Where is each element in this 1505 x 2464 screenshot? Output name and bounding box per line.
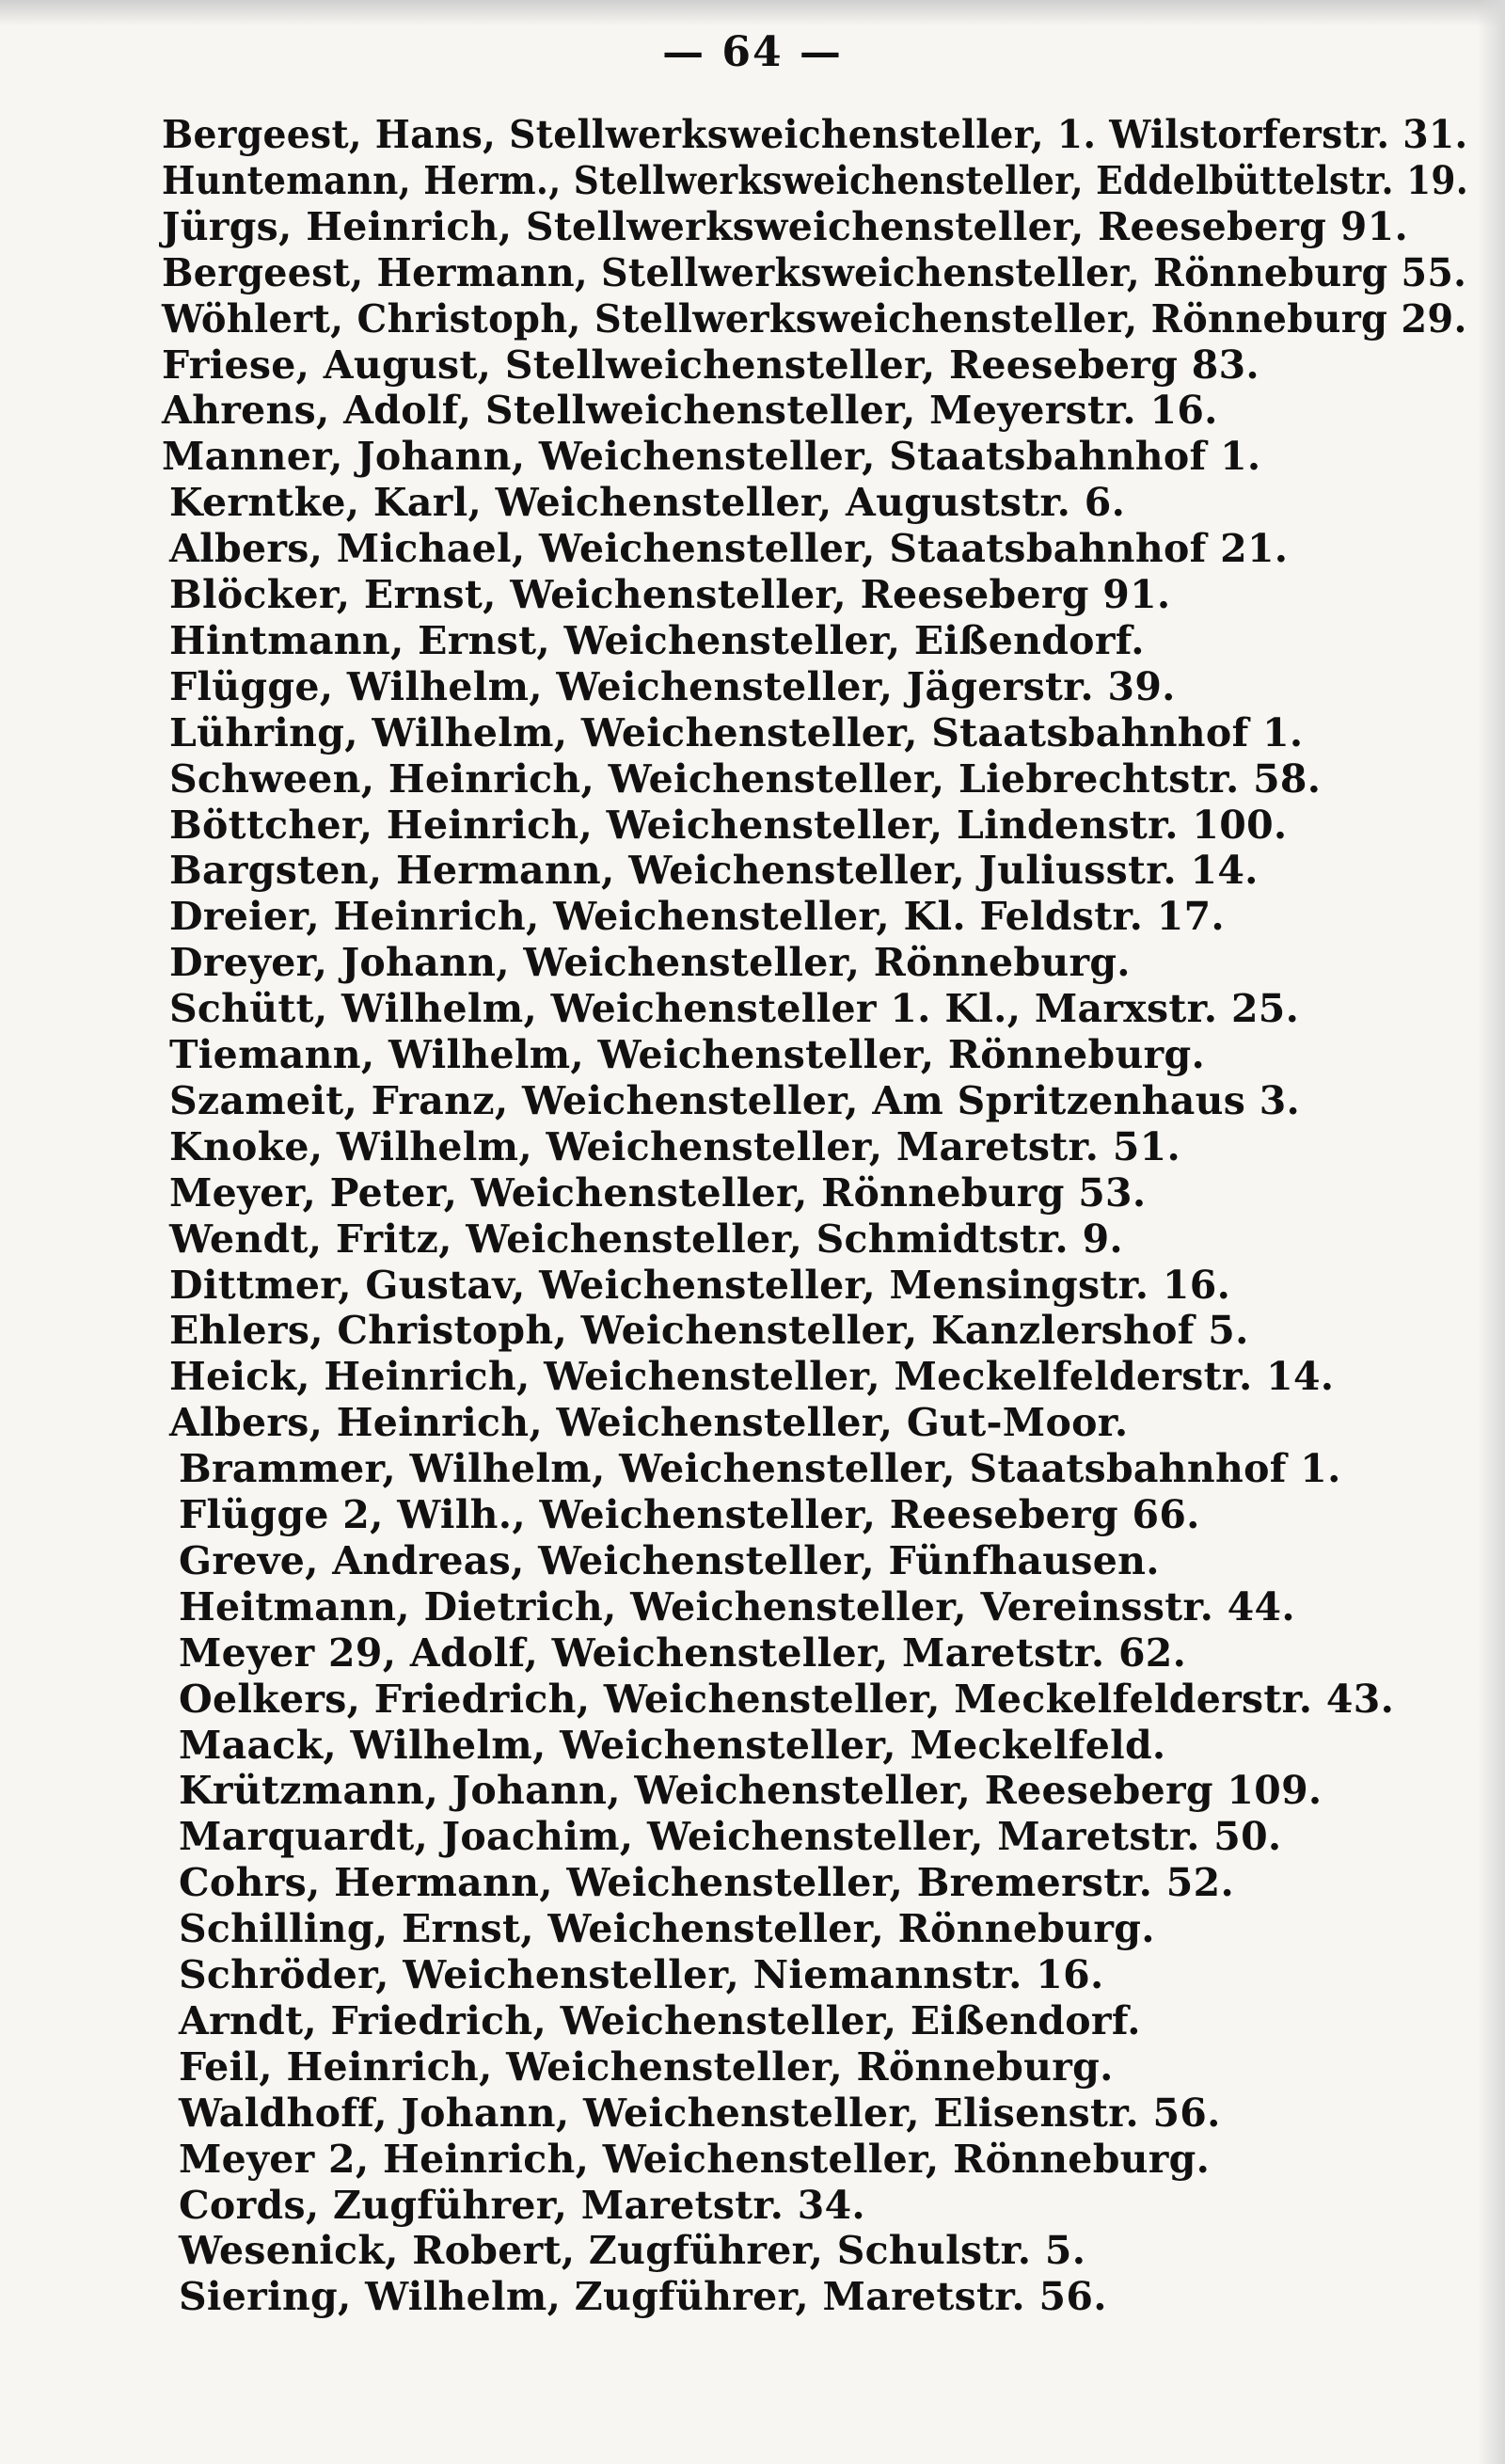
directory-entry: Feil, Heinrich, Weichensteller, Rönneburg. [179, 2044, 1114, 2090]
directory-entry: Wöhlert, Christoph, Stellwerksweichensteller, Rönneburg 29. [162, 296, 1467, 342]
directory-entry: Flügge, Wilhelm, Weichensteller, Jägerstr. 39. [169, 664, 1176, 709]
directory-entry: Dreier, Heinrich, Weichensteller, Kl. Feldstr. 17. [169, 894, 1225, 939]
directory-entry: Heitmann, Dietrich, Weichensteller, Vereinsstr. 44. [179, 1584, 1295, 1629]
directory-entry: Dreyer, Johann, Weichensteller, Rönneburg. [169, 940, 1131, 985]
directory-entry: Heick, Heinrich, Weichensteller, Meckelfelderstr. 14. [169, 1354, 1335, 1399]
directory-entry: Friese, August, Stellweichensteller, Reeseberg 83. [162, 342, 1259, 388]
directory-entry: Waldhoff, Johann, Weichensteller, Elisenstr. 56. [179, 2090, 1221, 2136]
directory-entry: Blöcker, Ernst, Weichensteller, Reeseberg 91. [169, 572, 1171, 617]
directory-entry: Maack, Wilhelm, Weichensteller, Meckelfeld. [179, 1723, 1166, 1768]
directory-entry: Bargsten, Hermann, Weichensteller, Juliusstr. 14. [169, 848, 1259, 893]
directory-entry: Oelkers, Friedrich, Weichensteller, Meckelfelderstr. 43. [179, 1677, 1395, 1722]
directory-entry: Szameit, Franz, Weichensteller, Am Spritzenhaus 3. [169, 1078, 1301, 1123]
directory-entry: Arndt, Friedrich, Weichensteller, Eißendorf. [179, 1998, 1141, 2043]
directory-entry: Ahrens, Adolf, Stellweichensteller, Meyerstr. 16. [162, 388, 1218, 433]
directory-entry: Manner, Johann, Weichensteller, Staatsbahnhof 1. [162, 434, 1261, 479]
directory-entry: Tiemann, Wilhelm, Weichensteller, Rönneburg. [169, 1032, 1206, 1077]
directory-entry: Flügge 2, Wilh., Weichensteller, Reeseberg 66. [179, 1492, 1200, 1537]
directory-entry: Krützmann, Johann, Weichensteller, Reeseberg 109. [179, 1768, 1323, 1813]
directory-entry: Wendt, Fritz, Weichensteller, Schmidtstr. 9. [169, 1216, 1123, 1262]
directory-entry: Kerntke, Karl, Weichensteller, Auguststr. 6. [169, 480, 1126, 525]
directory-entry: Huntemann, Herm., Stellwerksweichensteller, Eddelbüttelstr. 19. [162, 158, 1469, 203]
directory-entry: Lühring, Wilhelm, Weichensteller, Staatsbahnhof 1. [169, 710, 1304, 755]
directory-entry: Schween, Heinrich, Weichensteller, Liebrechtstr. 58. [169, 756, 1322, 802]
directory-entry: Bergeest, Hermann, Stellwerksweichensteller, Rönneburg 55. [162, 250, 1467, 295]
directory-entry: Cords, Zugführer, Maretstr. 34. [179, 2183, 866, 2228]
directory-entry: Schütt, Wilhelm, Weichensteller 1. Kl., Marxstr. 25. [169, 986, 1300, 1031]
directory-entry: Jürgs, Heinrich, Stellwerksweichensteller, Reeseberg 91. [162, 204, 1409, 249]
page-number: — 64 — [662, 28, 843, 76]
scan-shadow-right [1477, 0, 1505, 2464]
directory-entry: Bergeest, Hans, Stellwerksweichensteller, 1. Wilstorferstr. 31. [162, 112, 1468, 157]
directory-entry: Böttcher, Heinrich, Weichensteller, Lindenstr. 100. [169, 803, 1288, 848]
directory-entry: Meyer, Peter, Weichensteller, Rönneburg 53. [169, 1170, 1147, 1216]
directory-entry: Schröder, Weichensteller, Niemannstr. 16. [179, 1952, 1104, 1997]
scan-shadow-top [0, 0, 1505, 26]
directory-entry: Wesenick, Robert, Zugführer, Schulstr. 5. [179, 2228, 1086, 2273]
directory-entry: Knoke, Wilhelm, Weichensteller, Maretstr. 51. [169, 1124, 1181, 1169]
directory-entry: Cohrs, Hermann, Weichensteller, Bremerstr. 52. [179, 1860, 1235, 1905]
directory-entry: Schilling, Ernst, Weichensteller, Rönneburg. [179, 1906, 1155, 1951]
directory-entry: Siering, Wilhelm, Zugführer, Maretstr. 56. [179, 2274, 1107, 2319]
directory-entry: Greve, Andreas, Weichensteller, Fünfhausen. [179, 1538, 1160, 1583]
directory-entry: Ehlers, Christoph, Weichensteller, Kanzlershof 5. [169, 1308, 1249, 1353]
directory-entry: Albers, Heinrich, Weichensteller, Gut-Moor. [169, 1400, 1129, 1445]
directory-entry: Marquardt, Joachim, Weichensteller, Maretstr. 50. [179, 1814, 1282, 1859]
directory-entry: Albers, Michael, Weichensteller, Staatsbahnhof 21. [169, 526, 1289, 571]
directory-entry: Hintmann, Ernst, Weichensteller, Eißendorf. [169, 618, 1145, 663]
directory-entry: Dittmer, Gustav, Weichensteller, Mensingstr. 16. [169, 1263, 1231, 1308]
directory-entry: Meyer 29, Adolf, Weichensteller, Maretstr. 62. [179, 1630, 1187, 1676]
directory-entry: Meyer 2, Heinrich, Weichensteller, Rönneburg. [179, 2137, 1211, 2182]
directory-entry: Brammer, Wilhelm, Weichensteller, Staatsbahnhof 1. [179, 1446, 1341, 1491]
